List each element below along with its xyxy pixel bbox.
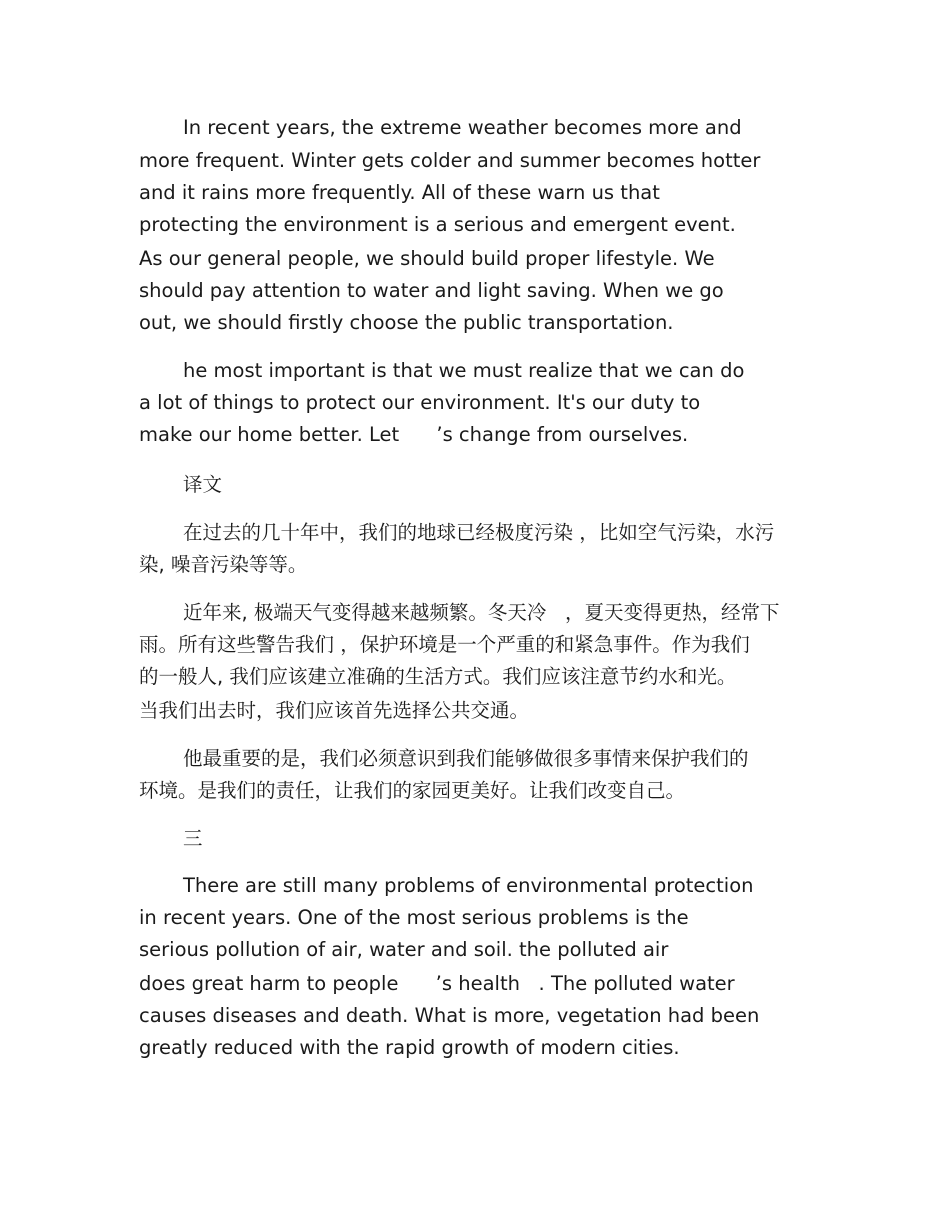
paragraph-line: 环境。是我们的责任，让我们的家园更美好。让我们改变自己。 [139,779,686,802]
paragraph-line: In recent years, the extreme weather becomes more and [183,116,742,139]
paragraph-line: serious pollution of air, water and soil. the polluted air [139,938,669,961]
paragraph-line: 染, 噪音污染等等。 [139,553,308,576]
paragraph-line: There are still many problems of environmental protection [183,874,754,897]
paragraph-line: As our general people, we should build proper lifestyle. We [139,247,715,270]
paragraph-line: 当我们出去时，我们应该首先选择公共交通。 [139,699,530,722]
paragraph-line: he most important is that we must realize that we can do [183,359,745,382]
paragraph-line: make our home better. Let ’s change from ourselves. [139,423,689,446]
paragraph-line: 他最重要的是，我们必须意识到我们能够做很多事情来保护我们的 [183,747,749,770]
paragraph-line: out, we should firstly choose the public transportation. [139,311,674,334]
paragraph-line: 近年来, 极端天气变得越来越频繁。冬天冷 ，夏天变得更热，经常下 [183,601,780,624]
paragraph-line: greatly reduced with the rapid growth of modern cities. [139,1036,680,1059]
paragraph-line: 雨。所有这些警告我们 ，保护环境是一个严重的和紧急事件。作为我们 [139,633,750,656]
paragraph-line: a lot of things to protect our environment. It's our duty to [139,391,701,414]
paragraph-line: protecting the environment is a serious and emergent event. [139,213,736,236]
paragraph-line: causes diseases and death. What is more, vegetation had been [139,1004,760,1027]
paragraph-line: and it rains more frequently. All of these warn us that [139,181,660,204]
paragraph-line: does great harm to people ’s health . The polluted water [139,972,735,995]
paragraph-line: more frequent. Winter gets colder and summer becomes hotter [139,149,761,172]
paragraph-line: 在过去的几十年中，我们的地球已经极度污染 ，比如空气污染，水污 [183,521,775,544]
paragraph-line: 的一般人, 我们应该建立准确的生活方式。我们应该注意节约水和光。 [139,665,737,688]
paragraph-line: should pay attention to water and light saving. When we go [139,279,724,302]
translation-heading: 译文 [183,473,223,496]
section-number-heading: 三 [183,827,203,850]
paragraph-line: in recent years. One of the most serious problems is the [139,906,689,929]
